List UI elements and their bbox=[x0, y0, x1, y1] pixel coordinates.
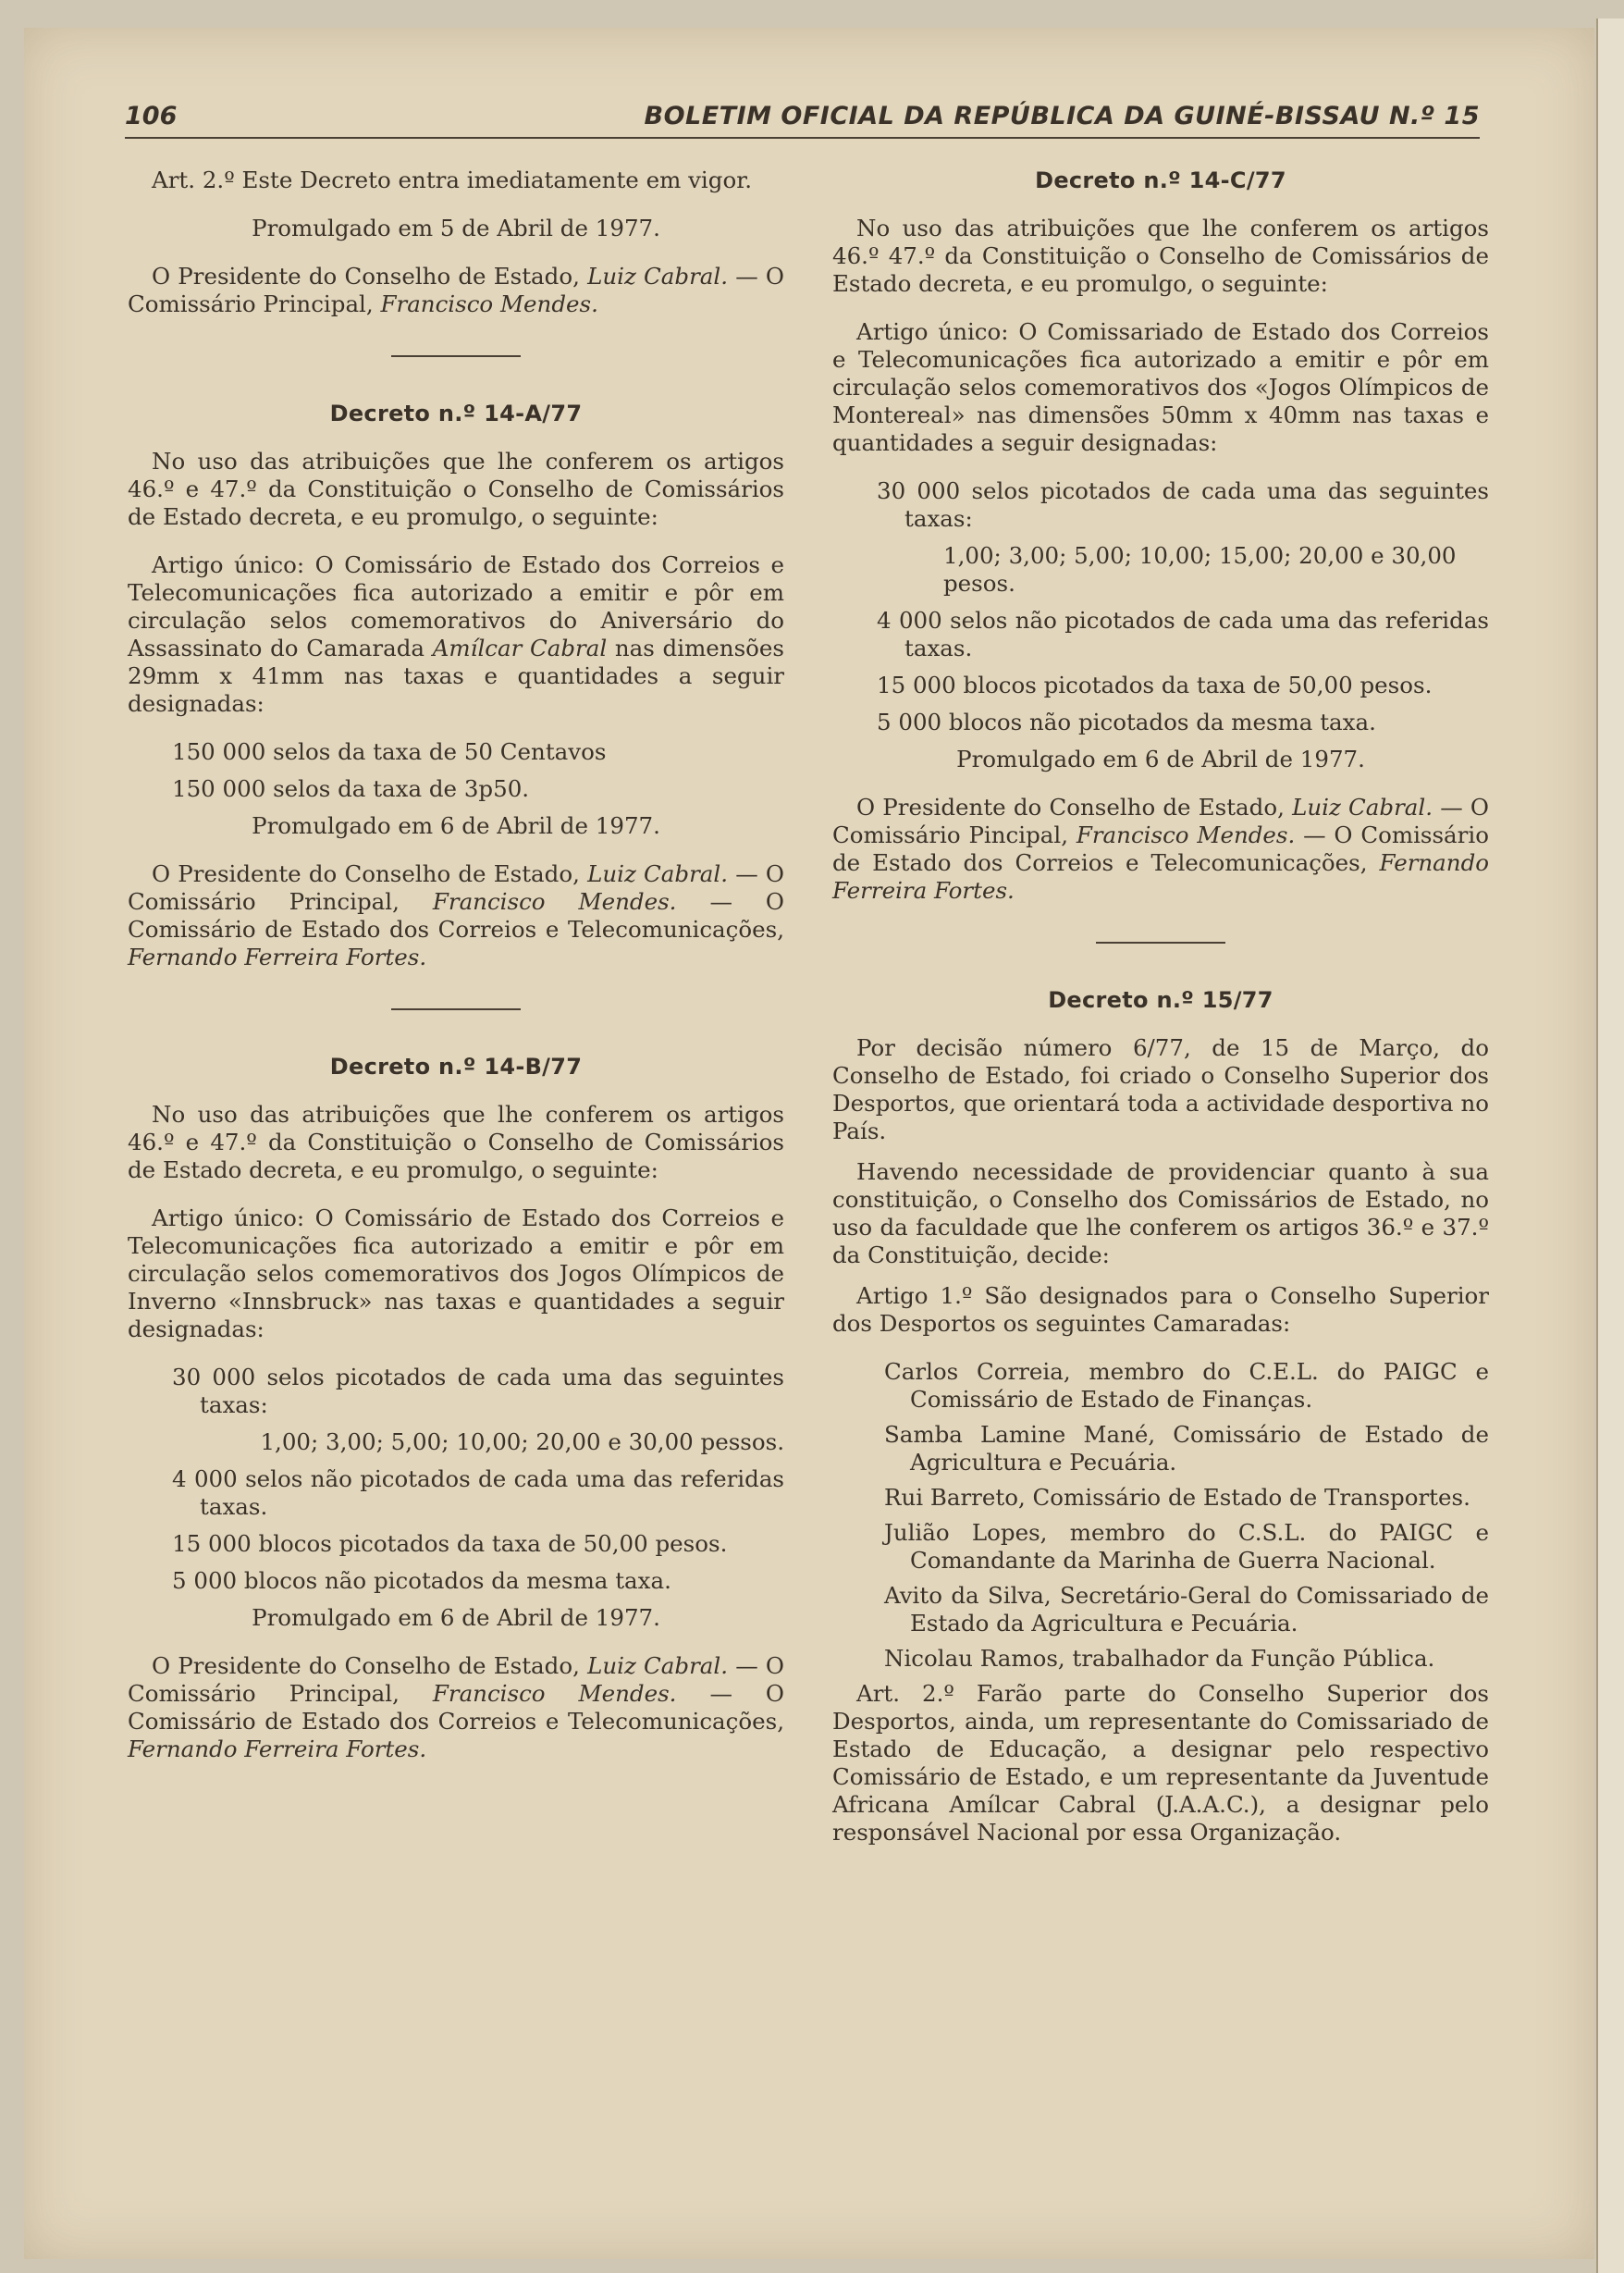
list-item: 4 000 selos não picotados de cada uma das referidas taxas. bbox=[172, 1465, 784, 1520]
list-item: 30 000 selos picotados de cada uma das seguintes taxas: bbox=[172, 1364, 784, 1418]
article-2: Art. 2.º Este Decreto entra imediatamente em vigor. bbox=[152, 167, 753, 193]
page-number: 106 bbox=[125, 102, 178, 130]
article-2: Art. 2.º Farão parte do Conselho Superior dos Desportos, ainda, um representante do Comissariado de Estado de Educação, a designar pelo respectivo Comissário de Estado, e um representante da Juventude Africana Amílcar Cabral (J.A.A.C.), a designar pelo responsável Nacional por essa Organização. bbox=[832, 1680, 1489, 1846]
decree-title: Decreto n.º 14-C/77 bbox=[1035, 167, 1286, 193]
publication-title: BOLETIM OFICIAL DA REPÚBLICA DA GUINÉ-BISSAU N.º 15 bbox=[644, 102, 1480, 130]
section-divider bbox=[391, 355, 521, 357]
list-item: 15 000 blocos picotados da taxa de 50,00 pesos. bbox=[877, 672, 1433, 698]
signatory-name: Francisco Mendes. bbox=[380, 290, 598, 317]
decree-intro: No uso das atribuições que lhe conferem os artigos 46.º 47.º da Constituição o Conselho de Comissários de Estado decreta, e eu promulgo, o seguinte: bbox=[832, 215, 1489, 297]
promulgation-date: Promulgado em 5 de Abril de 1977. bbox=[252, 215, 660, 241]
promulgation-date: Promulgado em 6 de Abril de 1977. bbox=[956, 746, 1365, 772]
page-header bbox=[125, 102, 1480, 139]
decree-intro: No uso das atribuições que lhe conferem os artigos 46.º e 47.º da Constituição o Conselho de Comissários de Estado decreta, e eu promulgo, o seguinte: bbox=[128, 1101, 784, 1183]
left-column bbox=[128, 167, 784, 1763]
list-values: 1,00; 3,00; 5,00; 10,00; 20,00 e 30,00 pessos. bbox=[260, 1428, 784, 1455]
decree-paragraph: Por decisão número 6/77, de 15 de Março, do Conselho de Estado, foi criado o Conselho Superior dos Desportos, que orientará toda a actividade desportiva no País. bbox=[832, 1034, 1489, 1144]
list-item: 150 000 selos da taxa de 50 Centavos bbox=[172, 738, 607, 765]
adjacent-page-edge bbox=[1596, 19, 1624, 2273]
promulgation-date: Promulgado em 6 de Abril de 1977. bbox=[252, 1604, 660, 1631]
list-item: 30 000 selos picotados de cada uma das seguintes taxas: bbox=[877, 477, 1489, 532]
decree-paragraph: Havendo necessidade de providenciar quanto à sua constituição, o Conselho dos Comissários de Estado, no uso da faculdade que lhe conferem os artigos 36.º e 37.º da Constituição, decide: bbox=[832, 1158, 1489, 1268]
decree-title: Decreto n.º 14-B/77 bbox=[329, 1054, 583, 1080]
section-divider bbox=[1096, 942, 1225, 944]
list-item: 15 000 blocos picotados da taxa de 50,00 pesos. bbox=[172, 1530, 728, 1557]
list-item: 5 000 blocos não picotados da mesma taxa. bbox=[172, 1567, 671, 1594]
decree-article: Artigo único: O Comissariado de Estado dos Correios e Telecomunicações fica autorizado a emitir e pôr em circulação selos comemorativos dos «Jogos Olímpicos de Montereal» nas dimensões 50mm x 40mm nas taxas e quantidades a seguir designadas: bbox=[832, 318, 1489, 456]
decree-title: Decreto n.º 14-A/77 bbox=[329, 401, 583, 426]
promulgation-date: Promulgado em 6 de Abril de 1977. bbox=[252, 812, 660, 839]
signature-block: O Presidente do Conselho de Estado, Luiz Cabral. — O Comissário Principal, Francisco Mendes. — O Comissário de Estado dos Correios e Telecomunicações, Fernando Ferreira Fortes. bbox=[128, 860, 784, 970]
decree-intro: No uso das atribuições que lhe conferem os artigos 46.º e 47.º da Constituição o Conselho de Comissários de Estado decreta, e eu promulgo, o seguinte: bbox=[128, 448, 784, 530]
signature-block: O Presidente do Conselho de Estado, Luiz Cabral. — O Comissário Principal, Francisco Mendes. bbox=[128, 263, 784, 317]
member-entry: Carlos Correia, membro do C.E.L. do PAIGC e Comissário de Estado de Finanças. bbox=[884, 1358, 1489, 1413]
member-entry: Nicolau Ramos, trabalhador da Função Pública. bbox=[884, 1645, 1435, 1672]
signature-block: O Presidente do Conselho de Estado, Luiz Cabral. — O Comissário Pincipal, Francisco Mendes. — O Comissário de Estado dos Correios e Telecomunicações, Fernando Ferreira Fortes. bbox=[832, 794, 1489, 904]
list-item: 4 000 selos não picotados de cada uma das referidas taxas. bbox=[877, 607, 1489, 661]
decree-15 bbox=[832, 986, 1489, 1847]
decree-title: Decreto n.º 15/77 bbox=[1048, 987, 1273, 1013]
right-column bbox=[832, 167, 1489, 1847]
signature-block: O Presidente do Conselho de Estado, Luiz Cabral. — O Comissário Principal, Francisco Mendes. — O Comissário de Estado dos Correios e Telecomunicações, Fernando Ferreira Fortes. bbox=[128, 1652, 784, 1762]
member-entry: Avito da Silva, Secretário-Geral do Comissariado de Estado da Agricultura e Pecuária. bbox=[884, 1582, 1489, 1637]
decree-14b bbox=[128, 1053, 784, 1763]
signatory-name: Luiz Cabral. bbox=[587, 263, 729, 290]
list-values: 1,00; 3,00; 5,00; 10,00; 15,00; 20,00 e 30,00 pesos. bbox=[943, 542, 1457, 597]
list-item: 5 000 blocos não picotados da mesma taxa. bbox=[877, 709, 1376, 735]
decree-14a bbox=[128, 400, 784, 971]
list-item: 150 000 selos da taxa de 3p50. bbox=[172, 775, 530, 802]
decree-article: Artigo único: O Comissário de Estado dos Correios e Telecomunicações fica autorizado a emitir e pôr em circulação selos comemorativos do Aniversário do Assassinato do Camarada Amílcar Cabral nas dimensões 29mm x 41mm nas taxas e quantidades a seguir designadas: bbox=[128, 551, 784, 717]
section-divider bbox=[391, 1008, 521, 1010]
member-entry: Samba Lamine Mané, Comissário de Estado de Agricultura e Pecuária. bbox=[884, 1421, 1489, 1476]
decree-article: Artigo único: O Comissário de Estado dos Correios e Telecomunicações fica autorizado a emitir e pôr em circulação selos comemorativos dos Jogos Olímpicos de Inverno «Innsbruck» nas taxas e quantidades a seguir designadas: bbox=[128, 1204, 784, 1342]
article-1: Artigo 1.º São designados para o Conselho Superior dos Desportos os seguintes Camaradas: bbox=[832, 1282, 1489, 1337]
member-entry: Julião Lopes, membro do C.S.L. do PAIGC e Comandante da Marinha de Guerra Nacional. bbox=[884, 1519, 1489, 1574]
decree-14c bbox=[832, 167, 1489, 905]
member-entry: Rui Barreto, Comissário de Estado de Transportes. bbox=[884, 1484, 1470, 1511]
